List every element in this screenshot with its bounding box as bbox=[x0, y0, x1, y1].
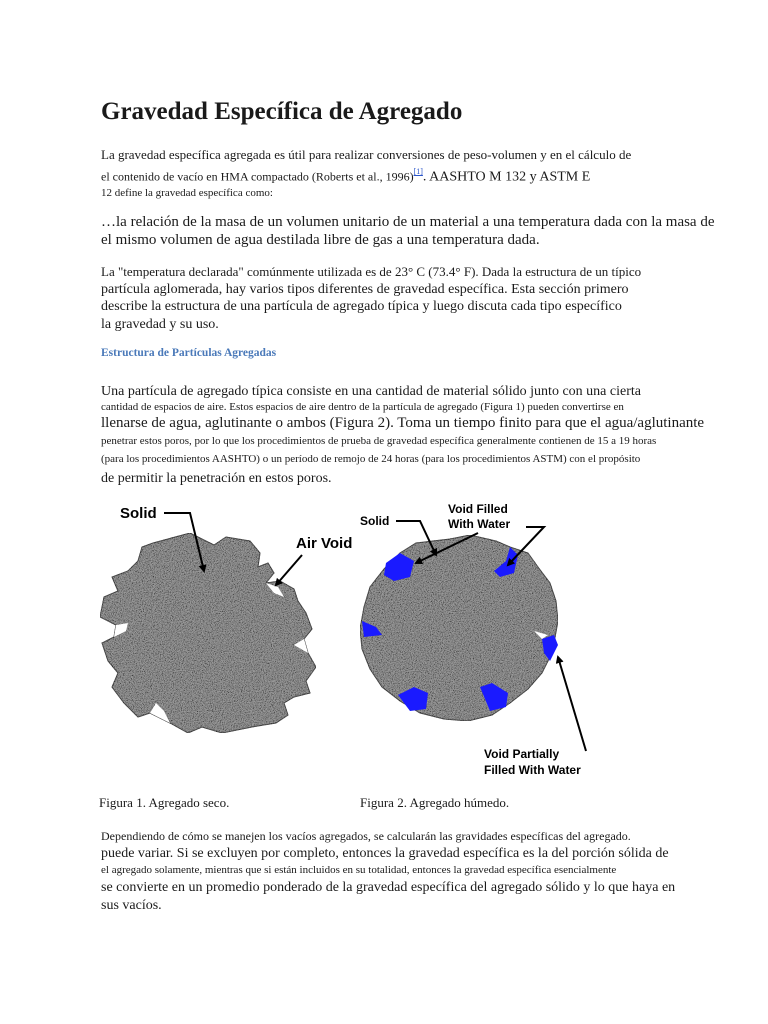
section-subheading: Estructura de Partículas Agregadas bbox=[101, 347, 277, 359]
para2-line-3: describe la estructura de una partícula de agregado típica y luego discuta cada tipo específico bbox=[101, 299, 622, 314]
voids-paragraph bbox=[101, 828, 721, 914]
reference-link[interactable]: [1] bbox=[413, 167, 423, 176]
aggregate-figures bbox=[98, 497, 598, 782]
para4-line-3: el agregado solamente, mientras que si están incluidos en su totalidad, entonces la gravedad específica esencialmente bbox=[101, 864, 617, 876]
aggregate-particle-dry bbox=[100, 533, 316, 733]
page-title: Gravedad Específica de Agregado bbox=[101, 98, 463, 125]
fig2-label-void-filled-2: With Water bbox=[448, 517, 511, 531]
definition-quote bbox=[101, 213, 721, 249]
para3-line-3: llenarse de agua, aglutinante o ambos (Figura 2). Toma un tiempo finito para que el agua/aglutinante bbox=[101, 415, 705, 431]
figure-2-caption: Figura 2. Agregado húmedo. bbox=[360, 795, 510, 810]
intro-line-2: el contenido de vacío en HMA compactado (Roberts et al., 1996)[1]. AASHTO M 132 y ASTM E bbox=[101, 167, 591, 185]
fig1-label-air-void: Air Void bbox=[296, 535, 353, 552]
structure-paragraph bbox=[101, 383, 721, 489]
fig2-partial-arrow bbox=[558, 657, 586, 751]
figure-2-wet-aggregate bbox=[360, 502, 586, 777]
para4-line-1: Dependiendo de cómo se manejen los vacíos agregados, se calcularán las gravidades específicas del agregado. bbox=[101, 829, 631, 843]
fig1-air-void-arrow bbox=[276, 555, 302, 585]
definition-line-1: …la relación de la masa de un volumen unitario de un material a una temperatura dada con la masa de bbox=[101, 214, 715, 230]
fig2-label-solid: Solid bbox=[360, 514, 390, 528]
para3-line-1: Una partícula de agregado típica consiste en una cantidad de material sólido junto con una cierta bbox=[101, 384, 641, 399]
para3-line-4: penetrar estos poros, por lo que los procedimientos de prueba de gravedad específica generalmente contienen de 15 a 19 horas bbox=[101, 435, 657, 447]
figure-1-caption: Figura 1. Agregado seco. bbox=[99, 795, 230, 810]
para3-line-5: (para los procedimientos AASHTO) o un período de remojo de 24 horas (para los procedimientos ASTM) con el propósito bbox=[101, 453, 641, 465]
fig2-label-void-filled-1: Void Filled bbox=[448, 502, 508, 516]
para4-line-2: puede variar. Si se excluyen por completo, entonces la gravedad específica es la del porción sólida de bbox=[101, 846, 669, 861]
definition-line-2: el mismo volumen de agua destilada libre de gas a una temperatura dada. bbox=[101, 232, 540, 248]
para2-line-1: La "temperatura declarada" comúnmente utilizada es de 23° C (73.4° F). Dada la estructura de un típico bbox=[101, 264, 642, 279]
temperature-paragraph bbox=[101, 263, 721, 333]
figure-1-dry-aggregate bbox=[100, 505, 352, 733]
intro-line-3: 12 define la gravedad específica como: bbox=[101, 187, 273, 200]
para2-line-2: partícula aglomerada, hay varios tipos diferentes de gravedad específica. Esta sección primero bbox=[101, 281, 629, 297]
para4-line-4: se convierte en un promedio ponderado de la gravedad específica del agregado sólido y lo que haya en bbox=[101, 880, 676, 895]
para4-line-5: sus vacíos. bbox=[101, 898, 162, 913]
intro-paragraph bbox=[101, 146, 721, 202]
fig2-label-partial-2: Filled With Water bbox=[484, 763, 581, 777]
fig1-label-solid: Solid bbox=[120, 505, 157, 522]
fig2-label-partial-1: Void Partially bbox=[484, 747, 560, 761]
para3-line-2: cantidad de espacios de aire. Estos espacios de aire dentro de la partícula de agregado (Figura 1) pueden convertirse en bbox=[101, 401, 624, 413]
para3-line-6: de permitir la penetración en estos poros. bbox=[101, 471, 332, 486]
intro-line-1: La gravedad específica agregada es útil para realizar conversiones de peso-volumen y en el cálculo de bbox=[101, 147, 632, 162]
para2-line-4: la gravedad y su uso. bbox=[101, 316, 219, 332]
